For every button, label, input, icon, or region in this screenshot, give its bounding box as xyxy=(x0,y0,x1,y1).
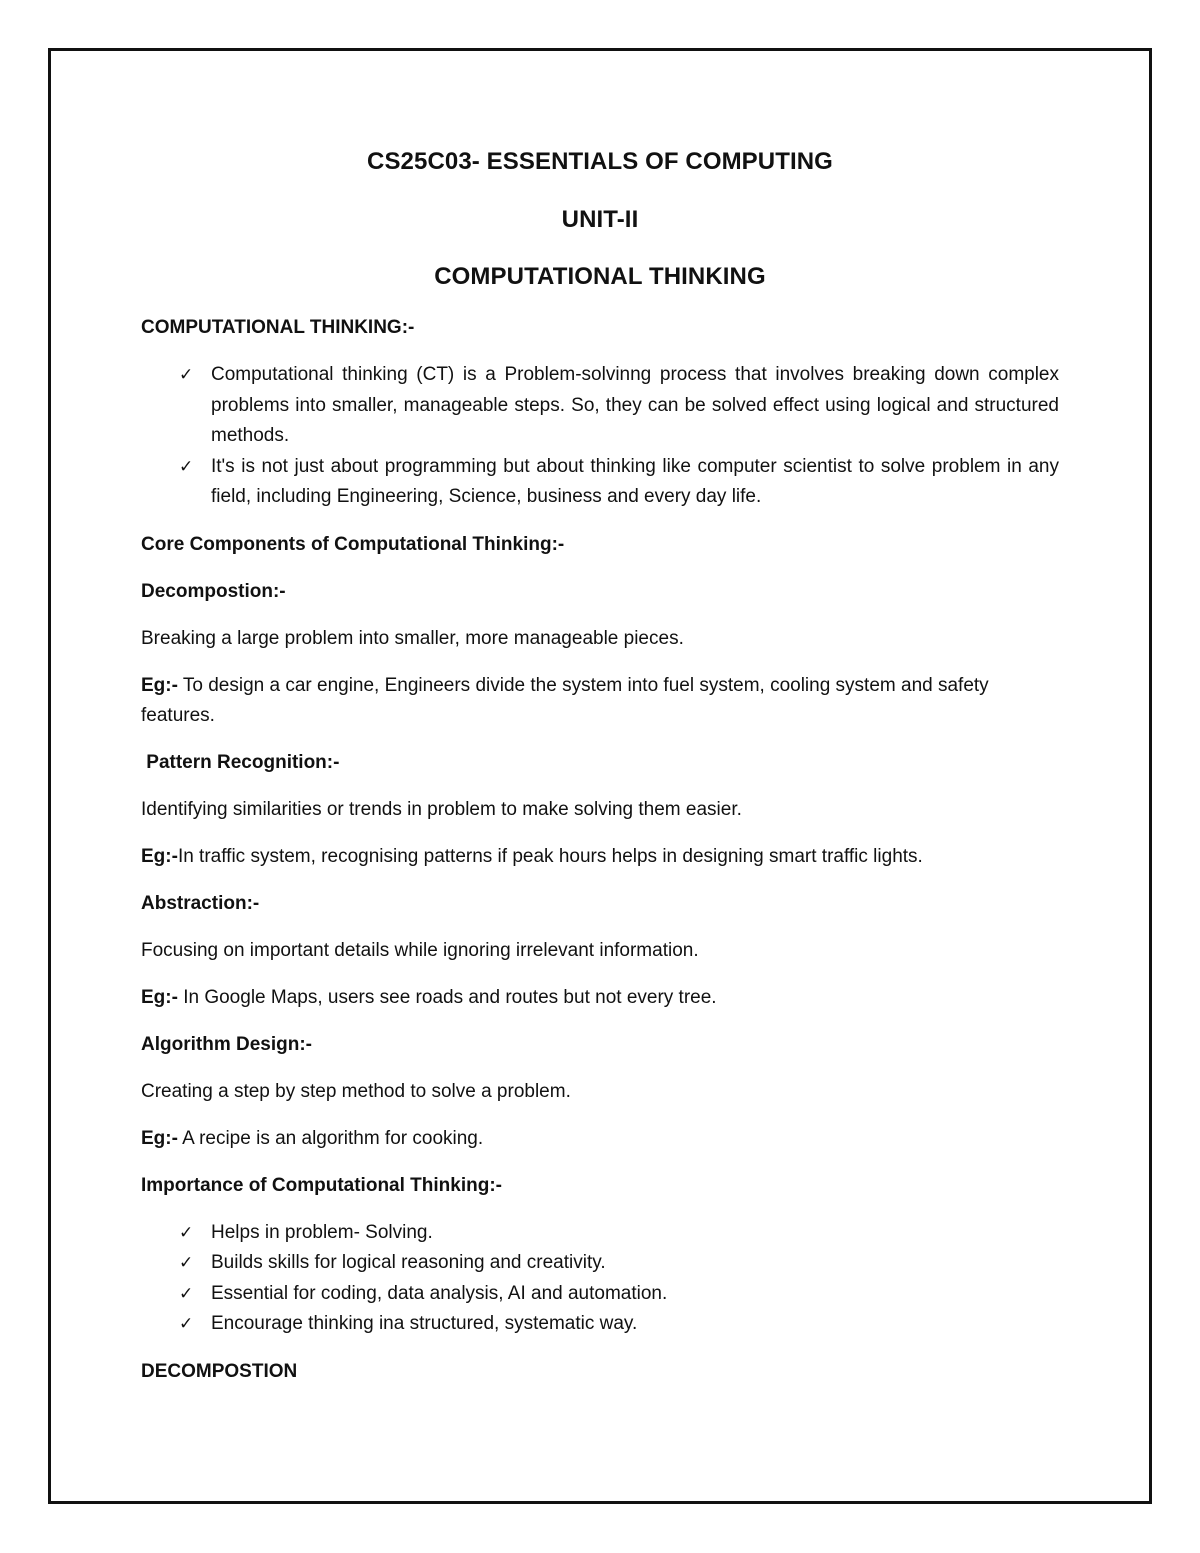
list-item xyxy=(141,360,1059,452)
example-text: A recipe is an algorithm for cooking. xyxy=(177,1127,484,1149)
intro-bullet-list xyxy=(141,360,1059,513)
abstraction-heading: Abstraction:- xyxy=(141,892,260,914)
example-label: Eg:- xyxy=(141,674,178,696)
decomposition-heading: Decompostion:- xyxy=(141,580,286,602)
importance-bullet-text: Encourage thinking ina structured, systematic way. xyxy=(211,1313,638,1334)
intro-bullet-text: Computational thinking (CT) is a Problem-solvinng process that involves breaking down complex problems into smaller, manageable steps. So, they can be solved effect using logical and structured methods. xyxy=(211,364,1059,446)
check-mark-icon: ✓ xyxy=(179,365,194,385)
document-body xyxy=(141,140,1059,1387)
intro-heading: COMPUTATIONAL THINKING:- xyxy=(141,317,415,338)
decomposition-section-heading: DECOMPOSTION xyxy=(141,1360,298,1382)
check-mark-icon: ✓ xyxy=(179,1222,194,1243)
pattern-recognition-example xyxy=(141,842,1059,872)
importance-bullet-text: Helps in problem- Solving. xyxy=(211,1221,433,1243)
list-item xyxy=(141,1279,1059,1310)
algorithm-design-heading: Algorithm Design:- xyxy=(141,1033,312,1055)
decomposition-description: Breaking a large problem into smaller, more manageable pieces. xyxy=(141,627,684,649)
check-mark-icon: ✓ xyxy=(179,1314,194,1334)
example-text: In Google Maps, users see roads and routes but not every tree. xyxy=(177,986,717,1008)
list-item xyxy=(141,452,1059,513)
course-title: CS25C03- ESSENTIALS OF COMPUTING xyxy=(367,148,833,175)
intro-bullet-text: It's is not just about programming but about thinking like computer scientist to solve problem in any field, including Engineering, Science, business and every day life. xyxy=(211,455,1059,507)
topic-title: COMPUTATIONAL THINKING xyxy=(434,263,766,290)
algorithm-design-description: Creating a step by step method to solve a problem. xyxy=(141,1080,571,1102)
example-label: Eg:- xyxy=(141,986,178,1008)
list-item xyxy=(141,1309,1059,1340)
importance-heading: Importance of Computational Thinking:- xyxy=(141,1174,502,1196)
example-text: To design a car engine, Engineers divide the system into fuel system, cooling system and safety features. xyxy=(141,674,989,726)
check-mark-icon: ✓ xyxy=(179,1283,194,1304)
list-item xyxy=(141,1248,1059,1279)
check-mark-icon: ✓ xyxy=(179,456,194,477)
abstraction-description: Focusing on important details while ignoring irrelevant information. xyxy=(141,939,699,961)
importance-bullet-list xyxy=(141,1218,1059,1340)
pattern-recognition-heading: Pattern Recognition:- xyxy=(141,751,340,773)
example-text: In traffic system, recognising patterns if peak hours helps in designing smart traffic lights. xyxy=(177,845,923,867)
decomposition-example xyxy=(141,671,1059,731)
example-label: Eg:- xyxy=(141,845,178,867)
core-components-heading: Core Components of Computational Thinking:- xyxy=(141,533,565,555)
importance-bullet-text: Builds skills for logical reasoning and creativity. xyxy=(211,1252,606,1273)
importance-bullet-text: Essential for coding, data analysis, AI and automation. xyxy=(211,1282,668,1304)
list-item xyxy=(141,1218,1059,1249)
example-label: Eg:- xyxy=(141,1127,178,1149)
algorithm-design-example xyxy=(141,1124,1059,1154)
pattern-recognition-description: Identifying similarities or trends in problem to make solving them easier. xyxy=(141,798,742,820)
check-mark-icon: ✓ xyxy=(179,1253,194,1273)
abstraction-example xyxy=(141,983,1059,1013)
unit-title: UNIT-II xyxy=(561,206,639,233)
